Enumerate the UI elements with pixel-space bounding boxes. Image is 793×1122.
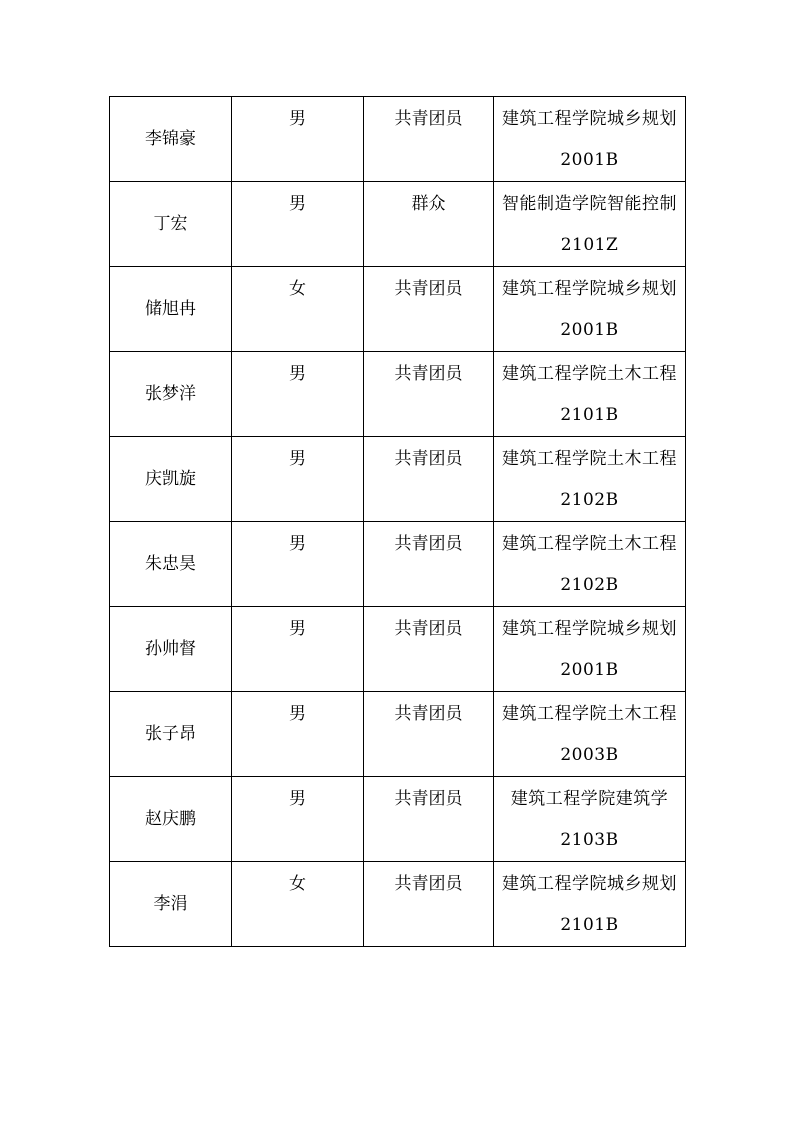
table-row [110, 607, 686, 692]
class-cell: 建筑工程学院城乡规划 2001B [494, 267, 686, 352]
name-cell: 张子昂 [110, 692, 232, 777]
class-cell: 建筑工程学院土木工程 2003B [494, 692, 686, 777]
gender-cell: 男 [232, 352, 364, 437]
political-status-cell: 共青团员 [364, 267, 494, 352]
table-row [110, 437, 686, 522]
class-cell: 建筑工程学院城乡规划 2101B [494, 862, 686, 947]
name-cell: 储旭冉 [110, 267, 232, 352]
class-cell: 建筑工程学院城乡规划 2001B [494, 607, 686, 692]
political-status-cell: 共青团员 [364, 607, 494, 692]
name-cell: 李锦豪 [110, 97, 232, 182]
gender-cell: 男 [232, 522, 364, 607]
name-cell: 赵庆鹏 [110, 777, 232, 862]
political-status-cell: 共青团员 [364, 437, 494, 522]
gender-cell: 男 [232, 437, 364, 522]
class-cell: 建筑工程学院建筑学 2103B [494, 777, 686, 862]
class-cell: 建筑工程学院城乡规划 2001B [494, 97, 686, 182]
gender-cell: 女 [232, 862, 364, 947]
table-row [110, 97, 686, 182]
gender-cell: 男 [232, 777, 364, 862]
table-row [110, 862, 686, 947]
gender-cell: 男 [232, 692, 364, 777]
table-row [110, 692, 686, 777]
table-row [110, 267, 686, 352]
name-cell: 朱忠昊 [110, 522, 232, 607]
member-table [109, 96, 686, 947]
political-status-cell: 共青团员 [364, 522, 494, 607]
political-status-cell: 共青团员 [364, 862, 494, 947]
name-cell: 李涓 [110, 862, 232, 947]
class-cell: 智能制造学院智能控制 2101Z [494, 182, 686, 267]
political-status-cell: 共青团员 [364, 97, 494, 182]
name-cell: 庆凯旋 [110, 437, 232, 522]
table-row [110, 777, 686, 862]
class-cell: 建筑工程学院土木工程 2101B [494, 352, 686, 437]
class-cell: 建筑工程学院土木工程 2102B [494, 437, 686, 522]
table-row [110, 352, 686, 437]
gender-cell: 男 [232, 607, 364, 692]
political-status-cell: 共青团员 [364, 777, 494, 862]
table-row [110, 522, 686, 607]
political-status-cell: 共青团员 [364, 692, 494, 777]
gender-cell: 男 [232, 182, 364, 267]
name-cell: 丁宏 [110, 182, 232, 267]
gender-cell: 男 [232, 97, 364, 182]
gender-cell: 女 [232, 267, 364, 352]
name-cell: 孙帅督 [110, 607, 232, 692]
name-cell: 张梦洋 [110, 352, 232, 437]
political-status-cell: 共青团员 [364, 352, 494, 437]
political-status-cell: 群众 [364, 182, 494, 267]
table-row [110, 182, 686, 267]
class-cell: 建筑工程学院土木工程 2102B [494, 522, 686, 607]
